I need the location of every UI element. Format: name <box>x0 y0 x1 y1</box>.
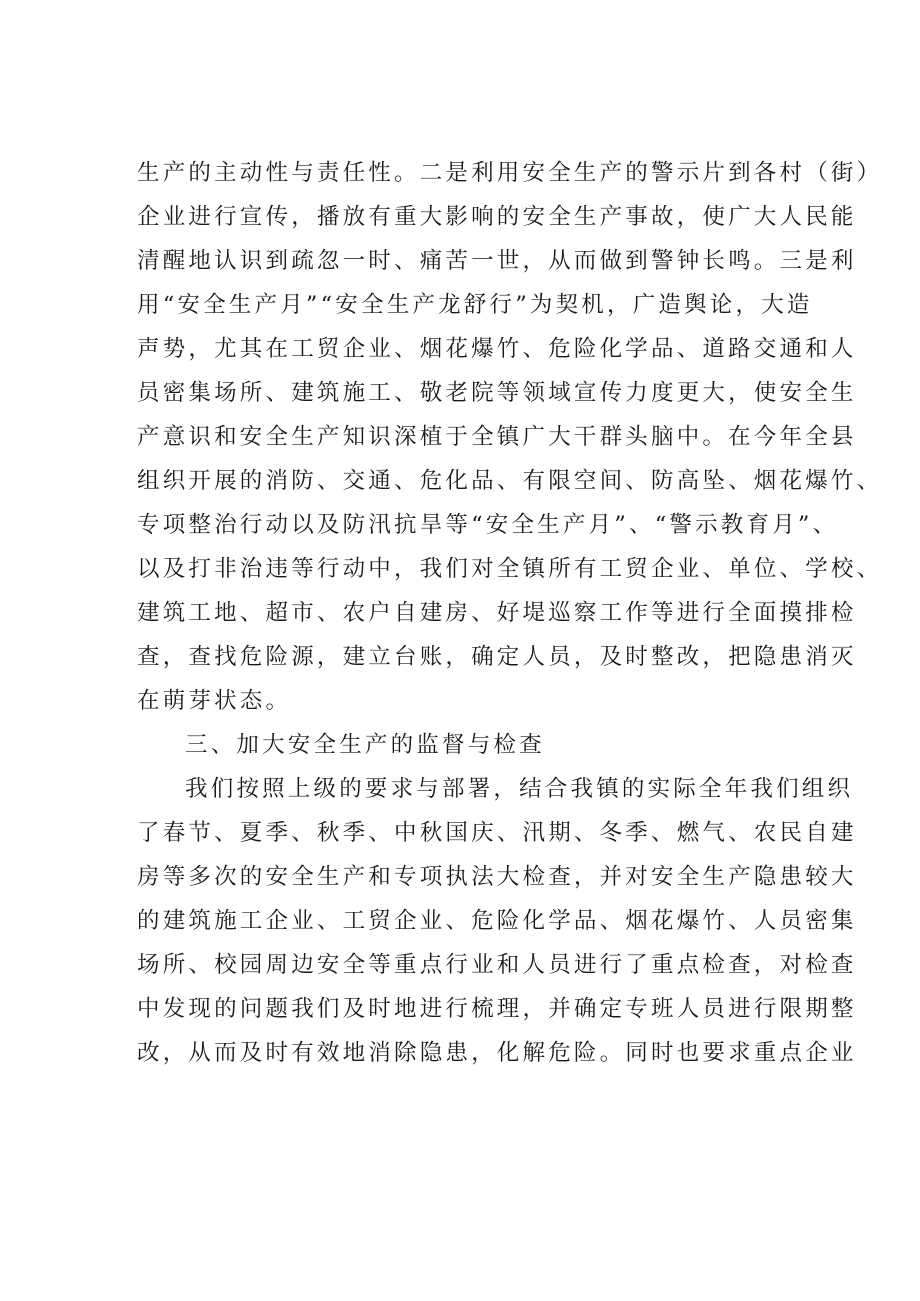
paragraph-2-line: 了春节、夏季、秋季、中秋国庆、汛期、冬季、燃气、农民自建 <box>137 820 857 846</box>
paragraph-2-line: 我们按照上级的要求与部署，结合我镇的实际全年我们组织 <box>185 776 854 802</box>
paragraph-1-line: 建筑工地、超市、农户自建房、好堤巡察工作等进行全面摸排检 <box>137 600 857 626</box>
section-heading: 三、加大安全生产的监督与检查 <box>185 732 545 758</box>
paragraph-1-line: 声势，尤其在工贸企业、烟花爆竹、危险化学品、道路交通和人 <box>137 336 857 362</box>
paragraph-1-line: 清醒地认识到疏忽一时、痛苦一世，从而做到警钟长鸣。三是利 <box>137 248 857 274</box>
paragraph-1-line: 企业进行宣传，播放有重大影响的安全生产事故，使广大人民能 <box>137 204 857 230</box>
paragraph-2-line: 改，从而及时有效地消除隐患，化解危险。同时也要求重点企业 <box>137 1040 857 1066</box>
paragraph-2-line: 房等多次的安全生产和专项执法大检查，并对安全生产隐患较大 <box>137 864 857 890</box>
paragraph-1-line: 专项整治行动以及防汛抗旱等“安全生产月”、“警示教育月”、 <box>137 512 839 538</box>
paragraph-1-line: 以及打非治违等行动中，我们对全镇所有工贸企业、单位、学校、 <box>137 556 883 582</box>
paragraph-2-line: 中发现的问题我们及时地进行梳理，并确定专班人员进行限期整 <box>137 996 857 1022</box>
paragraph-1-line: 员密集场所、建筑施工、敬老院等领域宣传力度更大，使安全生 <box>137 380 857 406</box>
paragraph-1-line: 组织开展的消防、交通、危化品、有限空间、防高坠、烟花爆竹、 <box>137 468 883 494</box>
paragraph-2-line: 的建筑施工企业、工贸企业、危险化学品、烟花爆竹、人员密集 <box>137 908 857 934</box>
document-body <box>137 151 883 1075</box>
paragraph-1-line: 查，查找危险源，建立台账，确定人员，及时整改，把隐患消灭 <box>137 644 857 670</box>
paragraph-1-line: 用“安全生产月”“安全生产龙舒行”为契机，广造舆论，大造 <box>137 292 813 318</box>
paragraph-1-line: 在萌芽状态。 <box>137 688 292 714</box>
paragraph-1-line: 产意识和安全生产知识深植于全镇广大干群头脑中。在今年全县 <box>137 424 857 450</box>
paragraph-2-line: 场所、校园周边安全等重点行业和人员进行了重点检查，对检查 <box>137 952 857 978</box>
paragraph-1-line: 生产的主动性与责任性。二是利用安全生产的警示片到各村（街） <box>137 160 883 186</box>
